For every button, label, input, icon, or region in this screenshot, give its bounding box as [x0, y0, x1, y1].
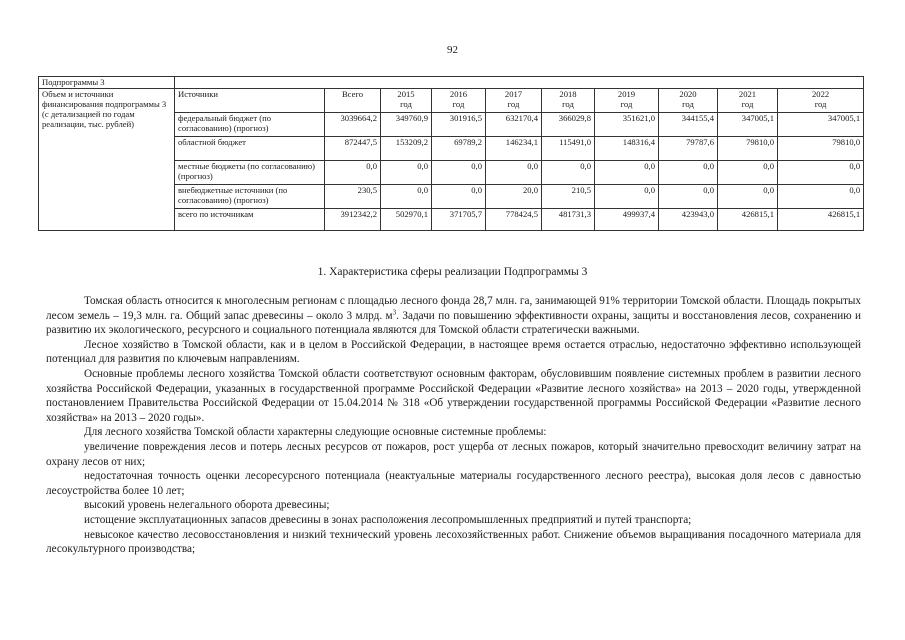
- cell: 426815,1: [718, 209, 778, 231]
- cell: 0,0: [486, 161, 542, 185]
- cell: 0,0: [542, 161, 595, 185]
- paragraph: Для лесного хозяйства Томской области характерны следующие основные системные проблемы:: [84, 426, 547, 439]
- cell: 344155,4: [659, 113, 718, 137]
- cell: 347005,1: [718, 113, 778, 137]
- paragraph: Основные проблемы лесного хозяйства Томской области соответствуют основным факторам, обусловившим появление системных проблем в развитии лесного хозяйства Российской Федерации, указанных в государственной программе Российской Федерации «Развитие лесного хозяйства» на 2013 – 2020 годы, утвержденной постановлением Правительства Российской Федерации от 15.04.2014 № 318 «Об утверждении государственной программы Российской Федерации «Развитие лесного хозяйства» на 2013 – 2020 годы».: [46, 367, 861, 424]
- cell: 499937,4: [595, 209, 659, 231]
- paragraph: Лесное хозяйство в Томской области, как и в целом в Российской Федерации, в настоящее время остается отраслью, недостаточно эффективно использующей потенциал для развития по ключевым направлениям.: [46, 338, 861, 366]
- paragraph: высокий уровень нелегального оборота древесины;: [84, 499, 330, 512]
- cell: 349760,9: [381, 113, 432, 137]
- cell: 0,0: [432, 161, 486, 185]
- header-total: Всего: [325, 89, 381, 113]
- cell: 0,0: [718, 185, 778, 209]
- cell: 502970,1: [381, 209, 432, 231]
- header-year-2018: 2018 год: [542, 89, 595, 113]
- row-total: 872447,5: [325, 137, 381, 161]
- header-year-2021: 2021 год: [718, 89, 778, 113]
- cell: 0,0: [659, 185, 718, 209]
- cell: 0,0: [718, 161, 778, 185]
- cell: 69789,2: [432, 137, 486, 161]
- paragraph: невысокое качество лесовосстановления и низкий технический уровень лесохозяйственных работ. Снижение объемов выращивания посадочного материала для лесокультурного производства;: [46, 528, 861, 556]
- cell: 778424,5: [486, 209, 542, 231]
- header-year-2022: 2022 год: [778, 89, 864, 113]
- table-title: Подпрограммы 3: [39, 77, 175, 89]
- paragraph: истощение эксплуатационных запасов древесины в зонах расположения лесопромышленных предприятий и путей транспорта;: [84, 513, 692, 526]
- superscript: 3: [392, 307, 397, 316]
- cell: 0,0: [432, 185, 486, 209]
- header-year-2017: 2017 год: [486, 89, 542, 113]
- funding-table: [38, 76, 864, 231]
- cell: 0,0: [381, 161, 432, 185]
- section-title: 1. Характеристика сферы реализации Подпрограммы 3: [317, 266, 588, 278]
- row-total: 3912342,2: [325, 209, 381, 231]
- cell: 20,0: [486, 185, 542, 209]
- paragraph: Томская область относится к многолесным регионам с площадью лесного фонда 28,7 млн. га, занимающей 91% территории Томской области. Площадь покрытых лесом земель – 19,3 млн. га. Общий запас древесины – около 3 млрд. $м^3$. Задачи по повышению эффективности охраны, защиты и восстановления лесов, сохранению и развитию их экологического, ресурсного и социального потенциала являются для Томской области стратегически важными.: [46, 295, 861, 337]
- row-total: 3039664,2: [325, 113, 381, 137]
- header-source: Источники: [175, 89, 325, 113]
- cell: 79787,6: [659, 137, 718, 161]
- cell: 148316,4: [595, 137, 659, 161]
- header-year-2016: 2016 год: [432, 89, 486, 113]
- cell: 0,0: [381, 185, 432, 209]
- cell: 347005,1: [778, 113, 864, 137]
- cell: 423943,0: [659, 209, 718, 231]
- cell: 426815,1: [778, 209, 864, 231]
- row-total: 230,5: [325, 185, 381, 209]
- cell: 115491,0: [542, 137, 595, 161]
- paragraph: недостаточная точность оценки лесоресурсного потенциала (неактуальные материалы государственного лесного реестра), высокая доля лесов с давностью лесоустройства более 10 лет;: [46, 470, 861, 497]
- row-total: 0,0: [325, 161, 381, 185]
- header-year-2015: 2015 год: [381, 89, 432, 113]
- row-source: областной бюджет: [175, 137, 325, 161]
- row-source: федеральный бюджет (по согласованию) (прогноз): [175, 113, 325, 137]
- cell: 481731,3: [542, 209, 595, 231]
- cell: 0,0: [778, 185, 864, 209]
- cell: 0,0: [778, 161, 864, 185]
- cell: 0,0: [595, 185, 659, 209]
- funding-left-label: Объем и источники финансирования подпрограммы 3 (с детализацией по годам реализации, тыс. рублей): [39, 89, 175, 231]
- cell: 632170,4: [486, 113, 542, 137]
- cell: 351621,0: [595, 113, 659, 137]
- cell: 79810,0: [778, 137, 864, 161]
- header-year-2020: 2020 год: [659, 89, 718, 113]
- row-source: местные бюджеты (по согласованию) (прогноз): [175, 161, 325, 185]
- body-text: [46, 294, 861, 557]
- header-year-2019: 2019 год: [595, 89, 659, 113]
- page-number: 92: [447, 44, 458, 56]
- cell: 153209,2: [381, 137, 432, 161]
- cell: 0,0: [659, 161, 718, 185]
- row-source: всего по источникам: [175, 209, 325, 231]
- cell: 371705,7: [432, 209, 486, 231]
- cell: 79810,0: [718, 137, 778, 161]
- cell: 210,5: [542, 185, 595, 209]
- paragraph: увеличение повреждения лесов и потерь лесных ресурсов от пожаров, рост ущерба от лесных пожаров, который значительно превосходит величину затрат на охрану лесов от них;: [46, 440, 861, 468]
- cell: 146234,1: [486, 137, 542, 161]
- cell: 0,0: [595, 161, 659, 185]
- row-source: внебюджетные источники (по согласованию) (прогноз): [175, 185, 325, 209]
- cell: 301916,5: [432, 113, 486, 137]
- cell: 366029,8: [542, 113, 595, 137]
